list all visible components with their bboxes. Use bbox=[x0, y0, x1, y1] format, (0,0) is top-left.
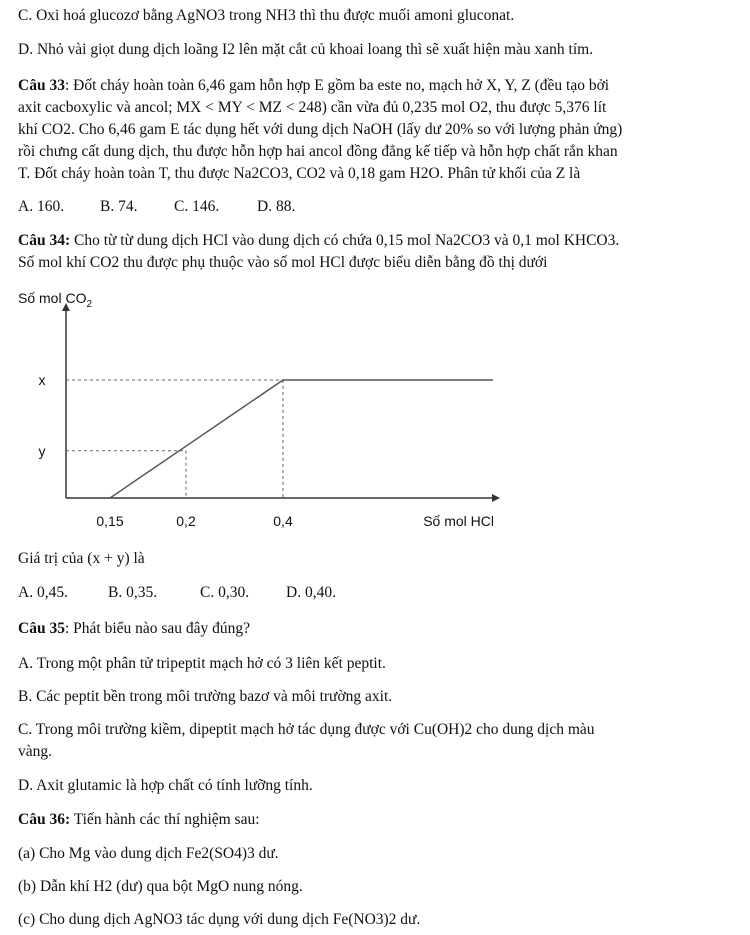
q36-stem bbox=[18, 809, 730, 831]
q35-option-b: B. Các peptit bền trong môi trường bazơ và môi trường axit. bbox=[18, 688, 393, 705]
series-group bbox=[110, 380, 493, 498]
q36-label: Câu 36: bbox=[18, 811, 71, 828]
q35-option-a: A. Trong một phân tử tripeptit mạch hở có 3 liên kết peptit. bbox=[18, 655, 386, 672]
series-line bbox=[110, 380, 493, 498]
x-tick-label: 0,15 bbox=[96, 513, 124, 529]
q35-option-c-line-1: C. Trong môi trường kiềm, dipeptit mạch hở tác dụng được với Cu(OH)2 cho dung dịch màu bbox=[18, 721, 595, 738]
q33-label: Câu 33 bbox=[18, 77, 65, 94]
q34-text-1: Cho từ từ dung dịch HCl vào dung dịch có chứa 0,15 mol Na2CO3 và 0,1 mol KHCO3. bbox=[70, 232, 620, 249]
tick-labels bbox=[39, 372, 293, 529]
q33-option-c: C. 146. bbox=[174, 198, 220, 215]
q34-label: Câu 34: bbox=[18, 232, 71, 249]
y-tick-label: x bbox=[38, 372, 46, 388]
q33-text-1: : Đốt cháy hoàn toàn 6,46 gam hỗn hợp E gồm ba este no, mạch hở X, Y, Z (đều tạo bởi bbox=[64, 77, 610, 94]
q33-line-1 bbox=[18, 75, 730, 97]
q36-item-b: (b) Dẫn khí H2 (dư) qua bột MgO nung nóng. bbox=[18, 878, 303, 895]
q34-option-b: B. 0,35. bbox=[108, 584, 158, 601]
y-axis-label: Số mol $CO_2$ bbox=[18, 290, 93, 310]
q33-line-4: rồi chưng cất dung dịch, thu được hỗn hợp hai ancol đồng đẳng kế tiếp và hỗn hợp chất rắn khan bbox=[18, 143, 618, 160]
q36-stem-text: Tiến hành các thí nghiệm sau: bbox=[70, 811, 260, 828]
q33-line-2: axit cacboxylic và ancol; MX < MY < MZ < 248) cần vừa đủ 0,235 mol O2, thu được 5,376 lít bbox=[18, 99, 607, 116]
q32-option-c: C. Oxi hoá glucozơ bằng AgNO3 trong NH3 thì thu được muối amoni gluconat. bbox=[18, 7, 515, 24]
x-axis-label: Số mol HCl bbox=[423, 513, 494, 529]
q34-question: Giá trị của (x + y) là bbox=[18, 550, 145, 567]
q35-option-d: D. Axit glutamic là hợp chất có tính lưỡng tính. bbox=[18, 777, 313, 794]
q33-line-5: T. Đốt cháy hoàn toàn T, thu được Na2CO3, CO2 và 0,18 gam H2O. Phân tử khối của Z là bbox=[18, 165, 581, 182]
q33-option-d: D. 88. bbox=[257, 198, 296, 215]
q33-option-a: A. 160. bbox=[18, 198, 65, 215]
q34-line-2: Số mol khí CO2 thu được phụ thuộc vào số mol HCl được biểu diễn bằng đồ thị dưới bbox=[18, 254, 548, 271]
y-tick-label: y bbox=[38, 442, 46, 459]
q34-option-d: D. 0,40. bbox=[286, 584, 336, 601]
q34-option-a: A. 0,45. bbox=[18, 584, 68, 601]
x-tick-label: 0,2 bbox=[176, 513, 196, 529]
dashed-guides bbox=[66, 380, 283, 498]
q33-option-b: B. 74. bbox=[100, 198, 138, 215]
q34-line-1 bbox=[18, 230, 730, 252]
q33-line-3: khí CO2. Cho 6,46 gam E tác dụng hết với dung dịch NaOH (lấy dư 20% so với lượng phản ứng) bbox=[18, 121, 623, 138]
q35-stem-text: : Phát biểu nào sau đây đúng? bbox=[64, 620, 251, 637]
q35-label: Câu 35 bbox=[18, 620, 65, 637]
x-tick-label: 0,4 bbox=[273, 513, 293, 529]
q32-option-d: D. Nhỏ vài giọt dung dịch loãng I2 lên mặt cắt củ khoai loang thì sẽ xuất hiện màu xanh tím. bbox=[18, 41, 594, 58]
q36-item-a: (a) Cho Mg vào dung dịch Fe2(SO4)3 dư. bbox=[18, 845, 279, 862]
q35-stem bbox=[18, 618, 730, 640]
q36-item-c: (c) Cho dung dịch AgNO3 tác dụng với dung dịch Fe(NO3)2 dư. bbox=[18, 911, 421, 928]
q35-option-c-line-2: vàng. bbox=[18, 743, 53, 760]
co2-vs-hcl-graph bbox=[18, 283, 518, 543]
q34-option-c: C. 0,30. bbox=[200, 584, 250, 601]
